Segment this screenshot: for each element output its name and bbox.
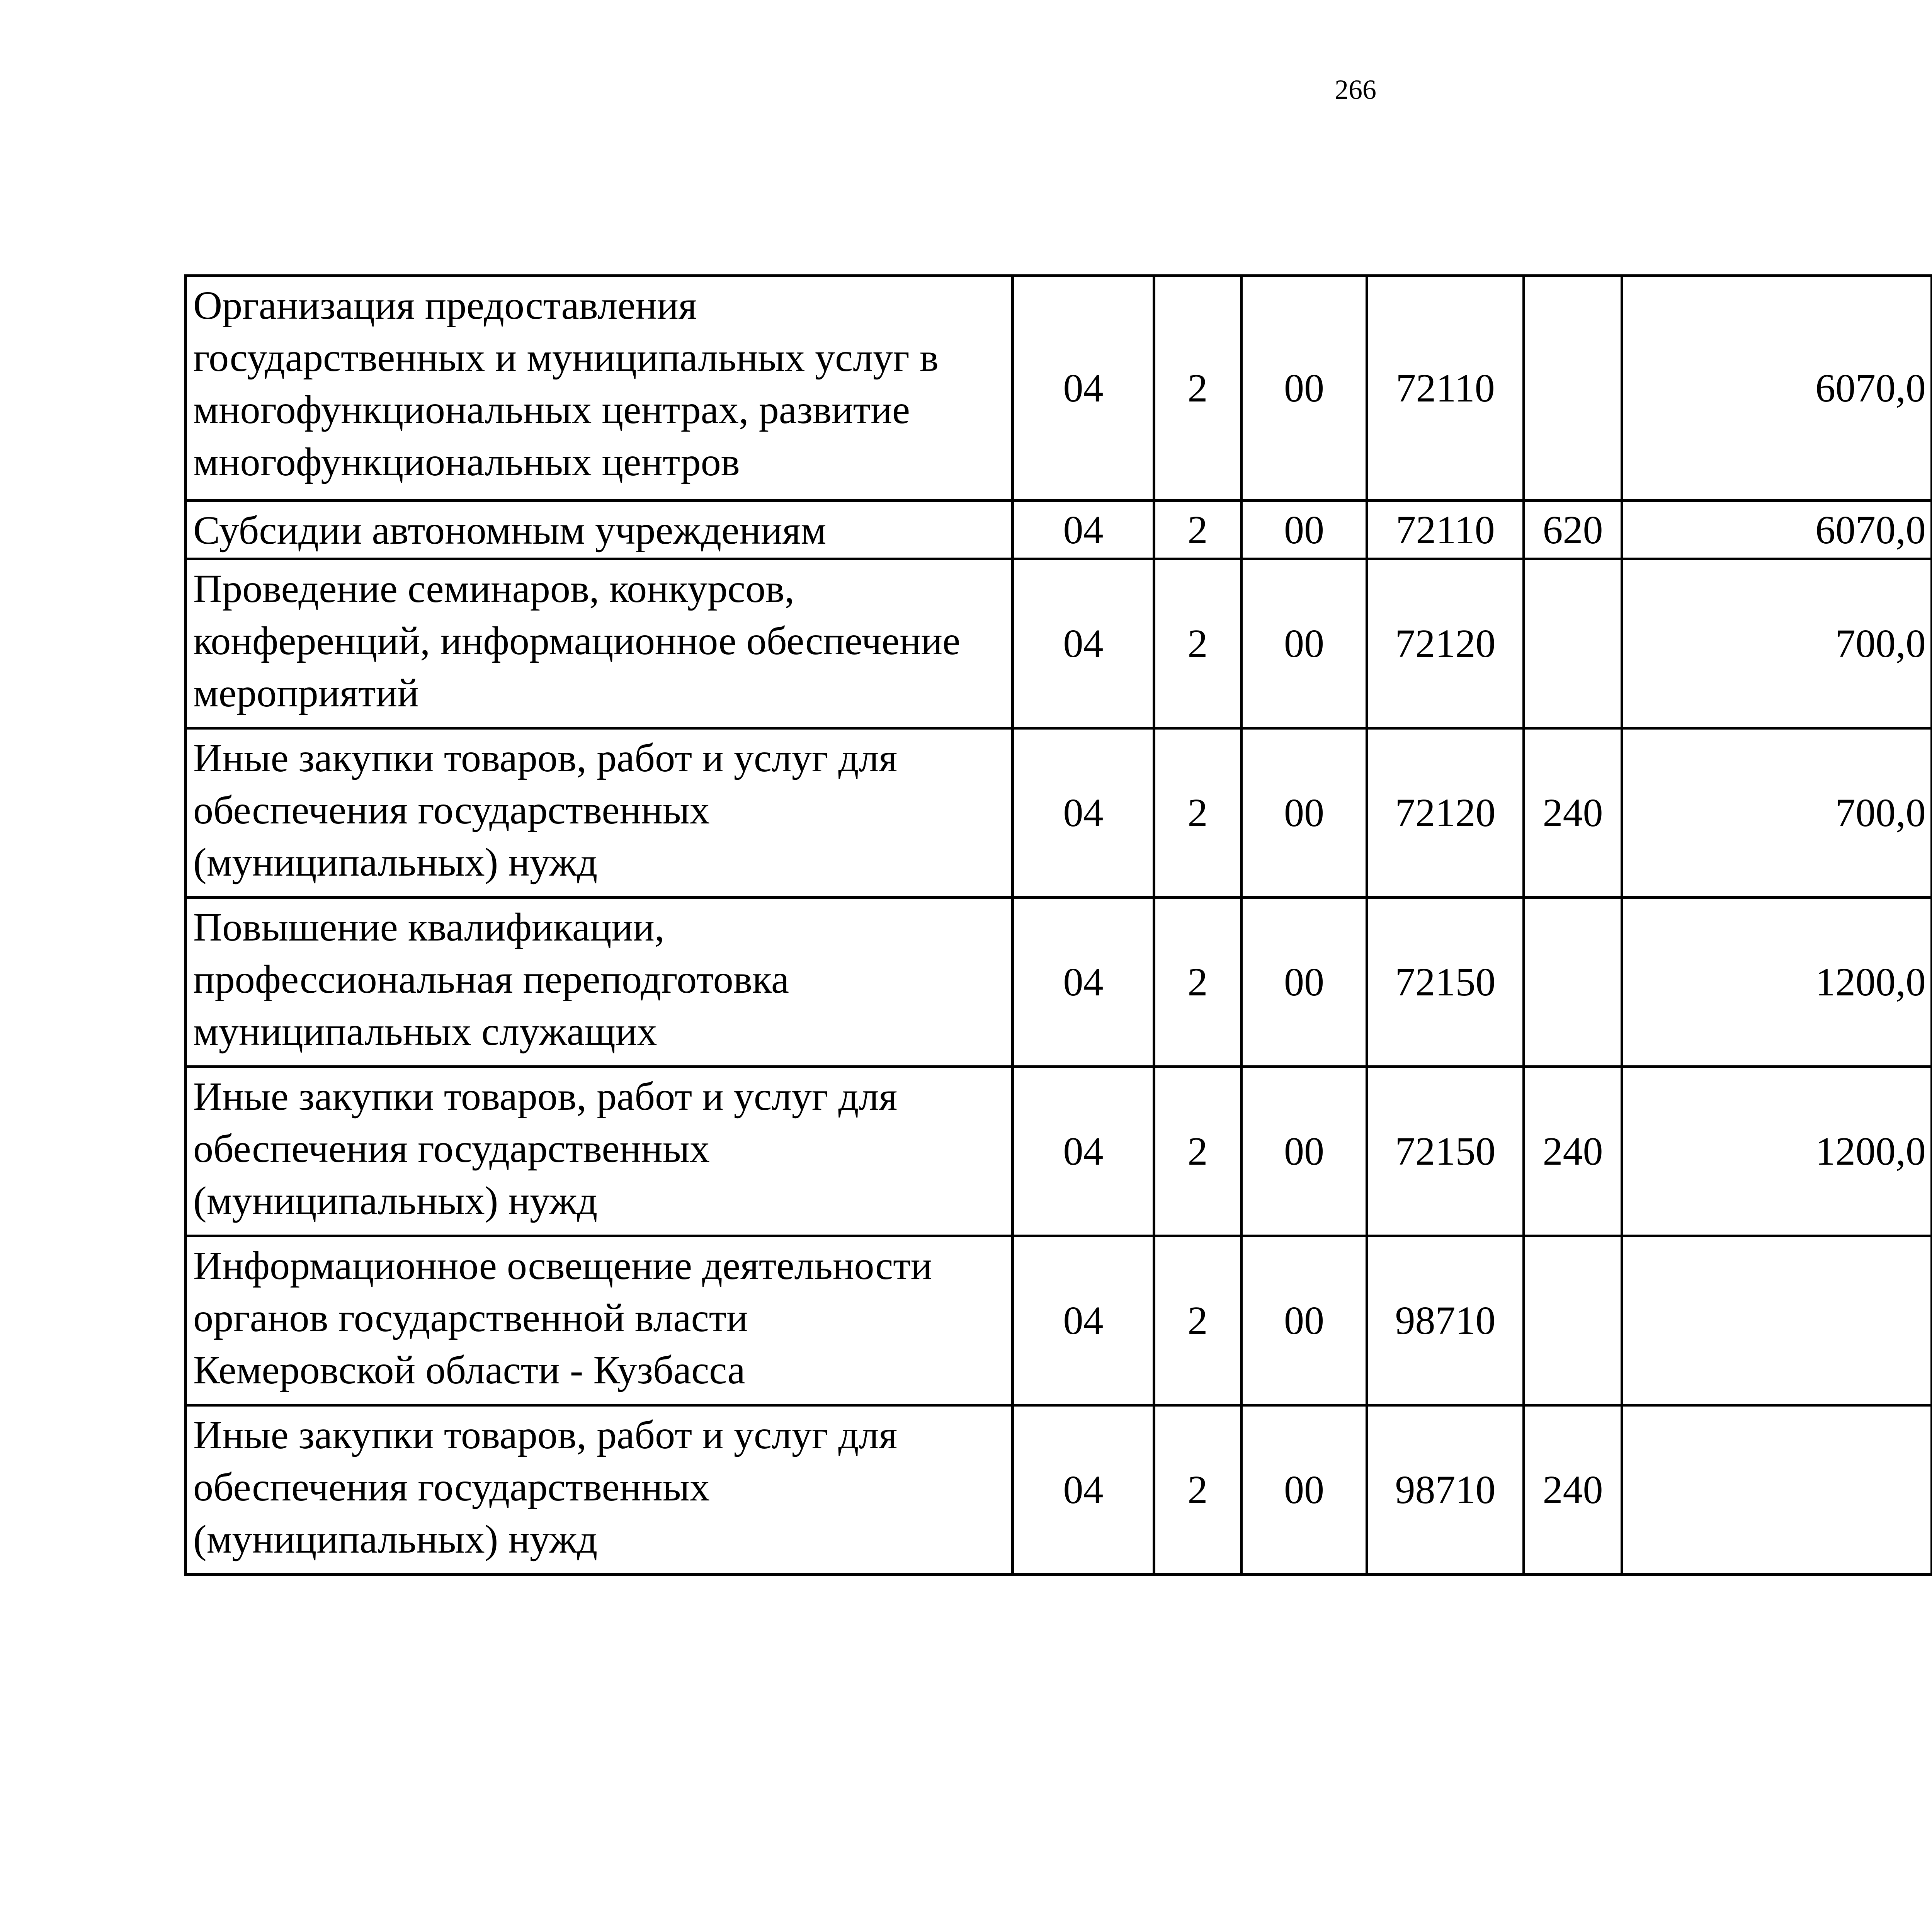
expense-name-line: (муниципальных) нужд	[193, 1179, 598, 1223]
program-code-cell: 2	[1154, 1236, 1242, 1405]
section-code-cell: 04	[1013, 276, 1154, 501]
expense-name-cell	[186, 559, 1013, 728]
program-code-cell: 2	[1154, 898, 1242, 1067]
expense-name-cell	[186, 898, 1013, 1067]
table-row	[186, 559, 1932, 728]
budget-table	[184, 274, 1932, 1576]
expense-name-line: профессиональная переподготовка	[193, 957, 789, 1002]
amount-year1-cell	[1622, 1405, 1932, 1575]
section-code-cell: 04	[1013, 501, 1154, 559]
expense-direction-code-cell: 72110	[1367, 276, 1524, 501]
expense-type-code-cell: 240	[1524, 1067, 1622, 1236]
section-code-cell: 04	[1013, 728, 1154, 898]
subprogram-code-cell: 00	[1242, 501, 1367, 559]
table-body	[186, 276, 1932, 1575]
subprogram-code-cell: 00	[1242, 559, 1367, 728]
section-code-cell: 04	[1013, 1405, 1154, 1575]
expense-name-line: органов государственной власти	[193, 1296, 748, 1340]
expense-name-line: мероприятий	[193, 671, 419, 715]
expense-name-line: муниципальных служащих	[193, 1009, 657, 1054]
table-row	[186, 1236, 1932, 1405]
expense-type-code-cell: 620	[1524, 501, 1622, 559]
program-code-cell: 2	[1154, 559, 1242, 728]
expense-name-line: обеспечения государственных	[193, 788, 710, 832]
expense-type-code-cell	[1524, 559, 1622, 728]
expense-name-line: Проведение семинаров, конкурсов,	[193, 566, 795, 611]
table-row	[186, 276, 1932, 501]
expense-name-line: обеспечения государственных	[193, 1126, 710, 1171]
section-code-cell: 04	[1013, 1067, 1154, 1236]
expense-name-line: Повышение квалификации,	[193, 905, 665, 949]
program-code-cell: 2	[1154, 501, 1242, 559]
expense-name-cell	[186, 1236, 1013, 1405]
expense-direction-code-cell: 72120	[1367, 559, 1524, 728]
amount-year1-cell: 1200,0	[1622, 898, 1932, 1067]
subprogram-code-cell: 00	[1242, 728, 1367, 898]
expense-name-cell	[186, 728, 1013, 898]
amount-year1-cell: 700,0	[1622, 559, 1932, 728]
expense-type-code-cell: 240	[1524, 1405, 1622, 1575]
table-row	[186, 728, 1932, 898]
amount-year1-cell: 700,0	[1622, 728, 1932, 898]
amount-year1-cell: 6070,0	[1622, 276, 1932, 501]
expense-name-line: Информационное освещение деятельности	[193, 1243, 932, 1288]
amount-year1-cell	[1622, 1236, 1932, 1405]
expense-direction-code-cell: 98710	[1367, 1236, 1524, 1405]
program-code-cell: 2	[1154, 728, 1242, 898]
subprogram-code-cell: 00	[1242, 1236, 1367, 1405]
expense-name-line: обеспечения государственных	[193, 1465, 710, 1509]
expense-name-line: Организация предоставления	[193, 283, 697, 328]
expense-direction-code-cell: 72150	[1367, 1067, 1524, 1236]
expense-direction-code-cell: 72110	[1367, 501, 1524, 559]
program-code-cell: 2	[1154, 276, 1242, 501]
expense-name-cell	[186, 501, 1013, 559]
subprogram-code-cell: 00	[1242, 276, 1367, 501]
expense-type-code-cell	[1524, 276, 1622, 501]
expense-name-line: (муниципальных) нужд	[193, 840, 598, 885]
expense-name-line: Иные закупки товаров, работ и услуг для	[193, 736, 898, 780]
amount-year1-cell: 6070,0	[1622, 501, 1932, 559]
expense-name-line: Кемеровской области - Кузбасса	[193, 1348, 745, 1392]
section-code-cell: 04	[1013, 559, 1154, 728]
expense-direction-code-cell: 98710	[1367, 1405, 1524, 1575]
table-row	[186, 1405, 1932, 1575]
expense-direction-code-cell: 72150	[1367, 898, 1524, 1067]
expense-name-line: Иные закупки товаров, работ и услуг для	[193, 1074, 898, 1119]
table-row	[186, 1067, 1932, 1236]
expense-name-line: многофункциональных центров	[193, 440, 740, 484]
expense-type-code-cell: 240	[1524, 728, 1622, 898]
page-number: 266	[1335, 74, 1376, 105]
expense-name-line: Иные закупки товаров, работ и услуг для	[193, 1413, 898, 1457]
expense-direction-code-cell: 72120	[1367, 728, 1524, 898]
expense-name-line: (муниципальных) нужд	[193, 1517, 598, 1561]
expense-name-cell	[186, 1405, 1013, 1575]
table-row	[186, 898, 1932, 1067]
subprogram-code-cell: 00	[1242, 898, 1367, 1067]
expense-name-cell	[186, 1067, 1013, 1236]
subprogram-code-cell: 00	[1242, 1405, 1367, 1575]
section-code-cell: 04	[1013, 898, 1154, 1067]
expense-type-code-cell	[1524, 1236, 1622, 1405]
section-code-cell: 04	[1013, 1236, 1154, 1405]
expense-name-cell	[186, 276, 1013, 501]
expense-name-line: Субсидии автономным учреждениям	[193, 508, 827, 553]
program-code-cell: 2	[1154, 1405, 1242, 1575]
expense-name-line: конференций, информационное обеспечение	[193, 619, 961, 663]
expense-type-code-cell	[1524, 898, 1622, 1067]
subprogram-code-cell: 00	[1242, 1067, 1367, 1236]
expense-name-line: государственных и муниципальных услуг в	[193, 335, 939, 380]
expense-name-line: многофункциональных центрах, развитие	[193, 388, 910, 432]
program-code-cell: 2	[1154, 1067, 1242, 1236]
amount-year1-cell: 1200,0	[1622, 1067, 1932, 1236]
table-row	[186, 501, 1932, 559]
